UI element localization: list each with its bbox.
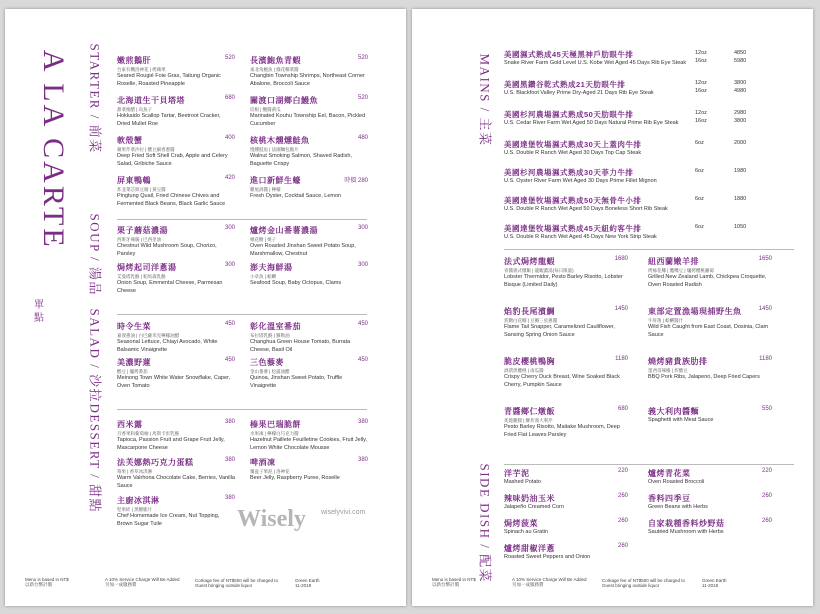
item-name-zh: 栗子蘑菇濃湯 xyxy=(117,226,168,235)
item-name-en: Seasonal Lettuce, Chiayi Avocado, White Balsamic Vinaigrette xyxy=(117,339,218,353)
item-name-en: Jalapeño Creamed Corn xyxy=(504,504,564,510)
item-name-en: Walnut Smoking Salmon, Shaved Radish, Baguette Crispy xyxy=(250,153,352,167)
item-name-en: Changhua Green House Tomato, Burrata Cheese, Basil Oil xyxy=(250,339,351,353)
item-price: 260 xyxy=(761,493,772,499)
item-name-en: Pingtung Quail, Fried Chinese Chives and Fermented Black Beans, Black Garlic Sauce xyxy=(117,193,226,207)
item-price: 300 xyxy=(357,225,368,231)
menu-item xyxy=(117,262,235,295)
item-subtitle: 甜菜根醋 | 烏魚子 xyxy=(117,107,153,112)
steak-sizes xyxy=(695,139,704,147)
item-subtitle: 雞尾酒醬 | 檸檬 xyxy=(250,187,281,192)
menu-item xyxy=(117,175,235,208)
mains-dish xyxy=(504,256,628,289)
steak-prices xyxy=(734,139,746,147)
item-subtitle: 炙燒雞腿 | 酥炸義大利芹 xyxy=(504,418,553,423)
steak-prices xyxy=(734,49,746,65)
item-name-zh: 嫩煎鵝肝 xyxy=(117,56,151,65)
steak-sizes xyxy=(695,195,704,203)
item-price: 1650 xyxy=(758,256,772,262)
title-en: A LA CARTE xyxy=(36,49,70,250)
steak-item xyxy=(504,49,794,68)
item-subtitle: 嘉義蔥油 | 白巴薩米克檸檬油醋 xyxy=(117,333,180,338)
footer-corkage: Corkage fee of NT$500 will be charged to Guest bringing outside liquor xyxy=(195,578,279,588)
steak-item xyxy=(504,109,794,128)
item-name-en: Warm Valrhona Chocolate Cake, Berries, Vanilla Sauce xyxy=(117,475,235,489)
title-zh: 單點 xyxy=(34,300,44,324)
item-name-en: Spinach au Gratin xyxy=(504,529,549,535)
item-name-en: Onion Soup, Emmental Cheese, Parmesan Cheese xyxy=(117,280,223,294)
item-subtitle: 百香果和葡萄柚 | 馬斯卡彭乳酪 xyxy=(117,431,180,436)
steak-oz: 16oz xyxy=(695,58,707,64)
item-name-zh: 香料四季豆 xyxy=(648,494,691,503)
steak-price: 4850 xyxy=(734,50,747,56)
menu-item xyxy=(250,225,368,258)
steak-price: 3800 xyxy=(734,80,747,86)
steak-oz: 6oz xyxy=(695,140,704,146)
menu-item xyxy=(117,457,235,490)
item-price: 220 xyxy=(761,468,772,474)
item-price: 260 xyxy=(761,518,772,524)
item-name-zh: 爐烤金山番薯濃湯 xyxy=(250,226,318,235)
item-name-en: Lobster Thermidor, Pesto Barley Risotto, Lobster Bisque (Limited Daily) xyxy=(504,274,623,288)
item-name-en: Flame Tail Snapper, Caramelized Cauliflower, Sansing Spring Onion Sauce xyxy=(504,324,615,338)
item-name-zh: 三色藜麥 xyxy=(250,358,284,367)
side-dish xyxy=(504,518,628,537)
section-side-dish: SIDE DISH / 配菜 xyxy=(477,463,493,584)
steak-price: 1980 xyxy=(734,168,747,174)
steak-name-zh: 美國達堡牧場濕式熟成50天無骨牛小排 xyxy=(504,196,642,205)
item-name-en: Hokkaido Scallop Tartar, Beetroot Cracker, Dried Mullet Roe xyxy=(117,113,221,127)
item-price: 300 xyxy=(224,225,235,231)
menu-item xyxy=(117,419,235,452)
item-subtitle: 布拉塔乳酪 | 羅勒油 xyxy=(250,333,290,338)
menu-item xyxy=(117,55,235,88)
item-price: 380 xyxy=(357,457,368,463)
item-name-en: Crispy Cherry Duck Breast, Wine Soaked Black Cherry, Pumpkin Sauce xyxy=(504,374,620,388)
item-name-en: Meinong Town White Water Snowflake, Caper, Oven Tomato xyxy=(117,375,231,389)
item-name-en: Mashed Potato xyxy=(504,479,541,485)
item-name-zh: 義大利肉醬麵 xyxy=(648,407,699,416)
item-subtitle: 艾曼塔乳酪 | 帕馬森乳酪 xyxy=(117,274,166,279)
item-name-en: Seafood Soup, Baby Octopus, Clams xyxy=(250,280,342,286)
item-subtitle: 台東有機洛神花 | 烤蘋果 xyxy=(117,67,166,72)
footer-service-r: A 10% Service Charge Will Be Added 另加一成服務費 xyxy=(512,577,587,587)
item-name-en: Oven Roasted Broccoli xyxy=(648,479,705,485)
section-dessert: DESSERT / 甜點 xyxy=(87,403,103,513)
steak-oz: 12oz xyxy=(695,50,707,56)
mains-dish xyxy=(648,256,772,289)
steak-name-en: U.S. Double R Ranch Wet Aged 30 Days Top Cap Steak xyxy=(504,150,642,156)
item-subtitle: 炸韭菜芯與豆腐 | 黃豆醬 xyxy=(117,187,166,192)
steak-item xyxy=(504,139,794,158)
item-name-en: Green Beans with Herbs xyxy=(648,504,708,510)
item-name-en: Changbin Township Shrimps, Northeast Corner Abalone, Broccoli Sauce xyxy=(250,73,365,87)
steak-name-en: U.S. Double R Ranch Wet Aged 50 Days Boneless Short Rib Steak xyxy=(504,206,668,212)
steak-sizes xyxy=(695,79,707,95)
menu-item xyxy=(250,262,368,288)
menu-item xyxy=(250,55,368,88)
item-name-zh: 西米露 xyxy=(117,420,143,429)
item-name-en: BBQ Pork Ribs, Jalapeno, Deep Fried Capers xyxy=(648,374,760,380)
menu-item xyxy=(117,95,235,128)
item-subtitle: 小章魚 | 蛤蜊 xyxy=(250,274,277,279)
item-name-en: Chestnut Wild Mushroom Soup, Chorizo, Parsley xyxy=(117,243,217,257)
side-dish xyxy=(648,468,772,487)
steak-prices xyxy=(734,167,746,175)
menu-item xyxy=(117,135,235,168)
side-dish xyxy=(504,543,628,562)
steak-price: 4980 xyxy=(734,88,747,94)
steak-price: 2000 xyxy=(734,140,747,146)
steak-name-en: U.S. Cedar River Farm Wet Aged 50 Days Natural Prime Rib Eye Steak xyxy=(504,120,679,126)
mains-dish xyxy=(648,306,772,339)
item-price: 450 xyxy=(357,357,368,363)
steak-name-en: U.S. Oyster River Farm Wet Aged 30 Days Prime Fillet Mignon xyxy=(504,178,657,184)
item-price: 450 xyxy=(224,321,235,327)
steak-oz: 12oz xyxy=(695,110,707,116)
item-name-en: Spaghetti with Meat Sauce xyxy=(648,417,714,423)
steak-price: 5980 xyxy=(734,58,747,64)
menu-item xyxy=(117,225,235,258)
item-name-en: Grilled New Zealand Lamb, Chickpea Croquette, Oven Roasted Radish xyxy=(648,274,767,288)
item-price: 220 xyxy=(617,468,628,474)
item-name-zh: 爐烤甜椒洋蔥 xyxy=(504,544,555,553)
item-subtitle: 西班牙辣腸 | 巴西里油 xyxy=(117,237,162,242)
steak-item xyxy=(504,223,794,242)
steak-name-en: U.S. Blackfoot Valley Prime Dry-Aged 21 Days Rib Eye Steak xyxy=(504,90,654,96)
item-price: 380 xyxy=(224,419,235,425)
side-dish xyxy=(504,468,628,487)
right-menu-page xyxy=(412,9,813,606)
item-name-zh: 時令生菜 xyxy=(117,322,151,331)
menu-item xyxy=(117,357,235,390)
item-price: 300 xyxy=(357,262,368,268)
item-name-en: Fresh Oyster, Cocktail Sauce, Lemon xyxy=(250,193,342,199)
item-price: 260 xyxy=(617,493,628,499)
item-name-en: Marinated Kouhu Township Eel, Bacon, Pickled Cucumber xyxy=(250,113,366,127)
steak-item xyxy=(504,167,794,186)
item-name-zh: 燒烤豬貴族肋排 xyxy=(648,357,708,366)
item-subtitle: 烤綠花椰 | 鷹嘴豆 | 爐烤櫻桃蘿蔔 xyxy=(648,268,714,273)
steak-prices xyxy=(734,223,746,231)
steak-sizes xyxy=(695,49,707,65)
item-name-zh: 屏東鴨鵪 xyxy=(117,176,151,185)
item-subtitle: 慢燻鮭魚 | 法國麵包脆片 xyxy=(250,147,299,152)
watermark: Wisely xyxy=(237,506,306,532)
item-subtitle: 青醬義式燉飯 | 龍蝦濃湯(每日限量) xyxy=(504,268,574,273)
side-dish xyxy=(648,493,772,512)
menu-item xyxy=(250,95,368,128)
item-price: 1680 xyxy=(614,256,628,262)
steak-name-zh: 美國濕式熟成45天極黑神戶肋眼牛排 xyxy=(504,50,634,59)
item-price: 1180 xyxy=(759,356,772,362)
item-price: 450 xyxy=(357,321,368,327)
steak-prices xyxy=(734,109,746,125)
footer-corkage-r: Corkage fee of NT$500 will be charged to Guest bringing outside liquor xyxy=(602,578,686,588)
a-la-carte-title xyxy=(23,51,83,291)
item-name-en: Oven Roasted Jinshan Sweet Potato Soup, Marshmallow, Chestnut xyxy=(250,243,356,257)
item-price: 1180 xyxy=(615,356,628,362)
item-price: 260 xyxy=(617,543,628,549)
watermark-url: wiselyvivi.com xyxy=(321,509,366,516)
item-name-zh: 脆皮櫻桃鴨胸 xyxy=(504,357,555,366)
mains-dish xyxy=(504,356,628,389)
item-subtitle: 酸豆 | 爐烤番茄 xyxy=(117,369,148,374)
section-starter: STARTER / 前菜 xyxy=(87,43,103,154)
steak-oz: 6oz xyxy=(695,224,704,230)
steak-name-en: U.S. Double R Ranch Wet Aged 45 Days New York Strip Steak xyxy=(504,234,657,240)
item-price: 1450 xyxy=(614,306,628,312)
item-price: 260 xyxy=(617,518,628,524)
steak-prices xyxy=(734,195,746,203)
menu-item xyxy=(250,419,368,452)
side-dish xyxy=(504,493,628,512)
steak-oz: 6oz xyxy=(695,196,704,202)
steak-sizes xyxy=(695,223,704,231)
steak-sizes xyxy=(695,109,707,125)
footer-currency-r: Menu is based in NT$ 以新台幣計價 xyxy=(432,577,476,587)
item-name-en: Beer Jelly, Raspberry Puree, Roselle xyxy=(250,475,340,481)
item-name-en: Deep Fried Soft Shell Crab, Apple and Celery Salad, Gribiche Sauce xyxy=(117,153,228,167)
menu-item xyxy=(250,135,368,168)
item-price: 520 xyxy=(357,55,368,61)
menu-item xyxy=(117,495,235,528)
mains-dish xyxy=(504,306,628,339)
item-name-en: Pesto Barley Risotto, Maitake Mushroom, Deep Fried Flat Leaves Parsley xyxy=(504,424,620,438)
item-name-zh: 澎夫海鮮湯 xyxy=(250,263,293,272)
item-name-zh: 東部定置漁場現捕野生魚 xyxy=(648,307,742,316)
mains-dish xyxy=(648,406,772,425)
item-name-zh: 焗烤菠菜 xyxy=(504,519,538,528)
item-name-zh: 青醬鄉仁燉飯 xyxy=(504,407,555,416)
item-subtitle: 東北角鮑魚 | 綠花椰菜醬 xyxy=(250,67,299,72)
steak-sizes xyxy=(695,167,704,175)
steak-prices xyxy=(734,79,746,95)
item-subtitle: 覆盆子果泥 | 洛神花 xyxy=(250,469,290,474)
item-name-zh: 爐烤青花菜 xyxy=(648,469,691,478)
mains-dish xyxy=(648,356,772,382)
item-subtitle: 堅果碎 | 黑糖脆片 xyxy=(117,507,153,512)
item-price: 380 xyxy=(224,495,235,501)
steak-name-zh: 美國達堡牧場濕式熟成45天紐約客牛排 xyxy=(504,224,642,233)
item-subtitle: 水果凍 | 檸檬白巧克力醬 xyxy=(250,431,299,436)
item-price: 550 xyxy=(761,406,772,412)
steak-price: 3800 xyxy=(734,118,747,124)
item-subtitle: 墨西哥辣椒 | 炸酸豆 xyxy=(648,368,688,373)
item-name-zh: 洋芋泥 xyxy=(504,469,530,478)
item-price: 380 xyxy=(224,457,235,463)
footer-service: A 10% Service Charge Will Be Added 另加一成服務費 xyxy=(105,577,180,587)
item-name-en: Roasted Sweet Peppers and Onion xyxy=(504,554,591,560)
steak-item xyxy=(504,79,794,98)
item-price: 520 xyxy=(357,95,368,101)
steak-name-zh: 美國黑鑽谷乾式熟成21天肋眼牛排 xyxy=(504,80,626,89)
footer-currency: Menu is based in NT$ 以新台幣計價 xyxy=(25,577,69,587)
item-name-en: Seared Rougié Foie Gras, Taitung Organic Roselle, Roasted Pineapple xyxy=(117,73,221,87)
steak-name-zh: 美國達堡牧場濕式熟成30天上蓋肉牛排 xyxy=(504,140,642,149)
menu-item xyxy=(250,321,368,354)
item-name-zh: 紐西蘭嫩羊排 xyxy=(648,257,699,266)
item-name-en: Chef Homemade Ice Cream, Nut Topping, Brown Sugar Tuile xyxy=(117,513,220,527)
item-subtitle: 蘋果芹菜沙拉 | 酸豆細香蔥醬 xyxy=(117,147,175,152)
item-name-zh: 進口新鮮生蠔 xyxy=(250,176,301,185)
footer-logo-r: Green Earth 11-2018 xyxy=(702,578,727,588)
item-price: 680 xyxy=(617,406,628,412)
item-price: 400 xyxy=(224,135,235,141)
item-price: 420 xyxy=(224,175,235,181)
item-name-en: Hazelnut Paillete Feuilletine Cookies, Fruit Jelly, Lemon White Chocolate Mousse xyxy=(250,437,367,451)
item-name-en: Wild Fish Caught from East Coast, Dosinia, Clam Sauce xyxy=(648,324,769,338)
item-price: 520 xyxy=(224,55,235,61)
item-subtitle: 牛肝菌 | 蛤蜊醬汁 xyxy=(648,318,684,323)
steak-oz: 12oz xyxy=(695,80,707,86)
menu-item xyxy=(250,457,368,483)
section-salad: SALAD / 沙拉 xyxy=(87,308,103,403)
left-menu-page xyxy=(5,9,406,606)
item-name-zh: 法式焗烤龍蝦 xyxy=(504,257,555,266)
item-subtitle: 酒漬黑櫻桃 | 南瓜醬 xyxy=(504,368,544,373)
item-price: 時價 280 xyxy=(344,178,368,184)
section-mains: MAINS / 主菜 xyxy=(477,53,493,147)
mains-dish xyxy=(504,406,628,439)
item-subtitle: 培根 | 醃醬黃瓜 xyxy=(250,107,281,112)
item-price: 480 xyxy=(357,135,368,141)
item-price: 680 xyxy=(224,95,235,101)
steak-oz: 16oz xyxy=(695,88,707,94)
item-name-zh: 法芙娜熱巧克力蛋糕 xyxy=(117,458,194,467)
item-name-zh: 長濱鮑魚青蝦 xyxy=(250,56,301,65)
steak-price: 1050 xyxy=(734,224,747,230)
side-dish xyxy=(648,518,772,537)
item-subtitle: 焦糖白花椰 | 豆瓣三星蔥醬 xyxy=(504,318,558,323)
item-name-en: Quinoa, Jinshan Sweet Potato, Truffle Vinaigrette xyxy=(250,375,343,389)
item-name-zh: 彰化溫室番茄 xyxy=(250,322,301,331)
item-name-zh: 核桃木燻燻鮭魚 xyxy=(250,136,310,145)
item-name-zh: 關渡口湖鄉白鰻魚 xyxy=(250,96,318,105)
item-price: 380 xyxy=(357,419,368,425)
item-name-zh: 北海道生干貝塔塔 xyxy=(117,96,185,105)
item-name-zh: 啤酒凍 xyxy=(250,458,276,467)
item-name-zh: 榛果巴瑞脆餅 xyxy=(250,420,301,429)
item-price: 1450 xyxy=(758,306,772,312)
menu-item xyxy=(250,175,368,201)
item-subtitle: 莓果 | 香草冰淇淋 xyxy=(117,469,153,474)
item-price: 300 xyxy=(224,262,235,268)
steak-price: 2980 xyxy=(734,110,747,116)
steak-oz: 16oz xyxy=(695,118,707,124)
steak-price: 1880 xyxy=(734,196,747,202)
steak-name-en: Snake River Farm Gold Level U.S. Kobe Wet Aged 45 Days Rib Eye Steak xyxy=(504,60,687,66)
footer-logo: Green Earth 11-2018 xyxy=(295,578,320,588)
item-price: 450 xyxy=(224,357,235,363)
item-name-zh: 主廚冰淇淋 xyxy=(117,496,160,505)
section-soup: SOUP / 湯品 xyxy=(87,213,103,296)
menu-item xyxy=(117,321,235,354)
item-name-en: Tapioca, Passion Fruit and Grape Fruit Jelly, Mascarpone Cheese xyxy=(117,437,225,451)
item-subtitle: 金山番薯 | 松露油醋 xyxy=(250,369,290,374)
item-name-zh: 軟殼蟹 xyxy=(117,136,143,145)
item-subtitle: 棉花糖 | 栗子 xyxy=(250,237,277,242)
steak-name-zh: 美國杉河農場濕式熟成50天肋眼牛排 xyxy=(504,110,634,119)
item-name-zh: 自家栽種香料炒野菇 xyxy=(648,519,725,528)
item-name-zh: 美濃野蓮 xyxy=(117,358,151,367)
item-name-zh: 焗烤起司洋蔥湯 xyxy=(117,263,177,272)
item-name-en: Sautéed Mushroom with Herbs xyxy=(648,529,724,535)
menu-item xyxy=(250,357,368,390)
steak-item xyxy=(504,195,794,214)
item-name-zh: 辣味奶油玉米 xyxy=(504,494,555,503)
steak-name-zh: 美國杉河農場濕式熟成30天菲力牛排 xyxy=(504,168,634,177)
item-name-zh: 焰豹長尾濱鯛 xyxy=(504,307,555,316)
steak-oz: 6oz xyxy=(695,168,704,174)
